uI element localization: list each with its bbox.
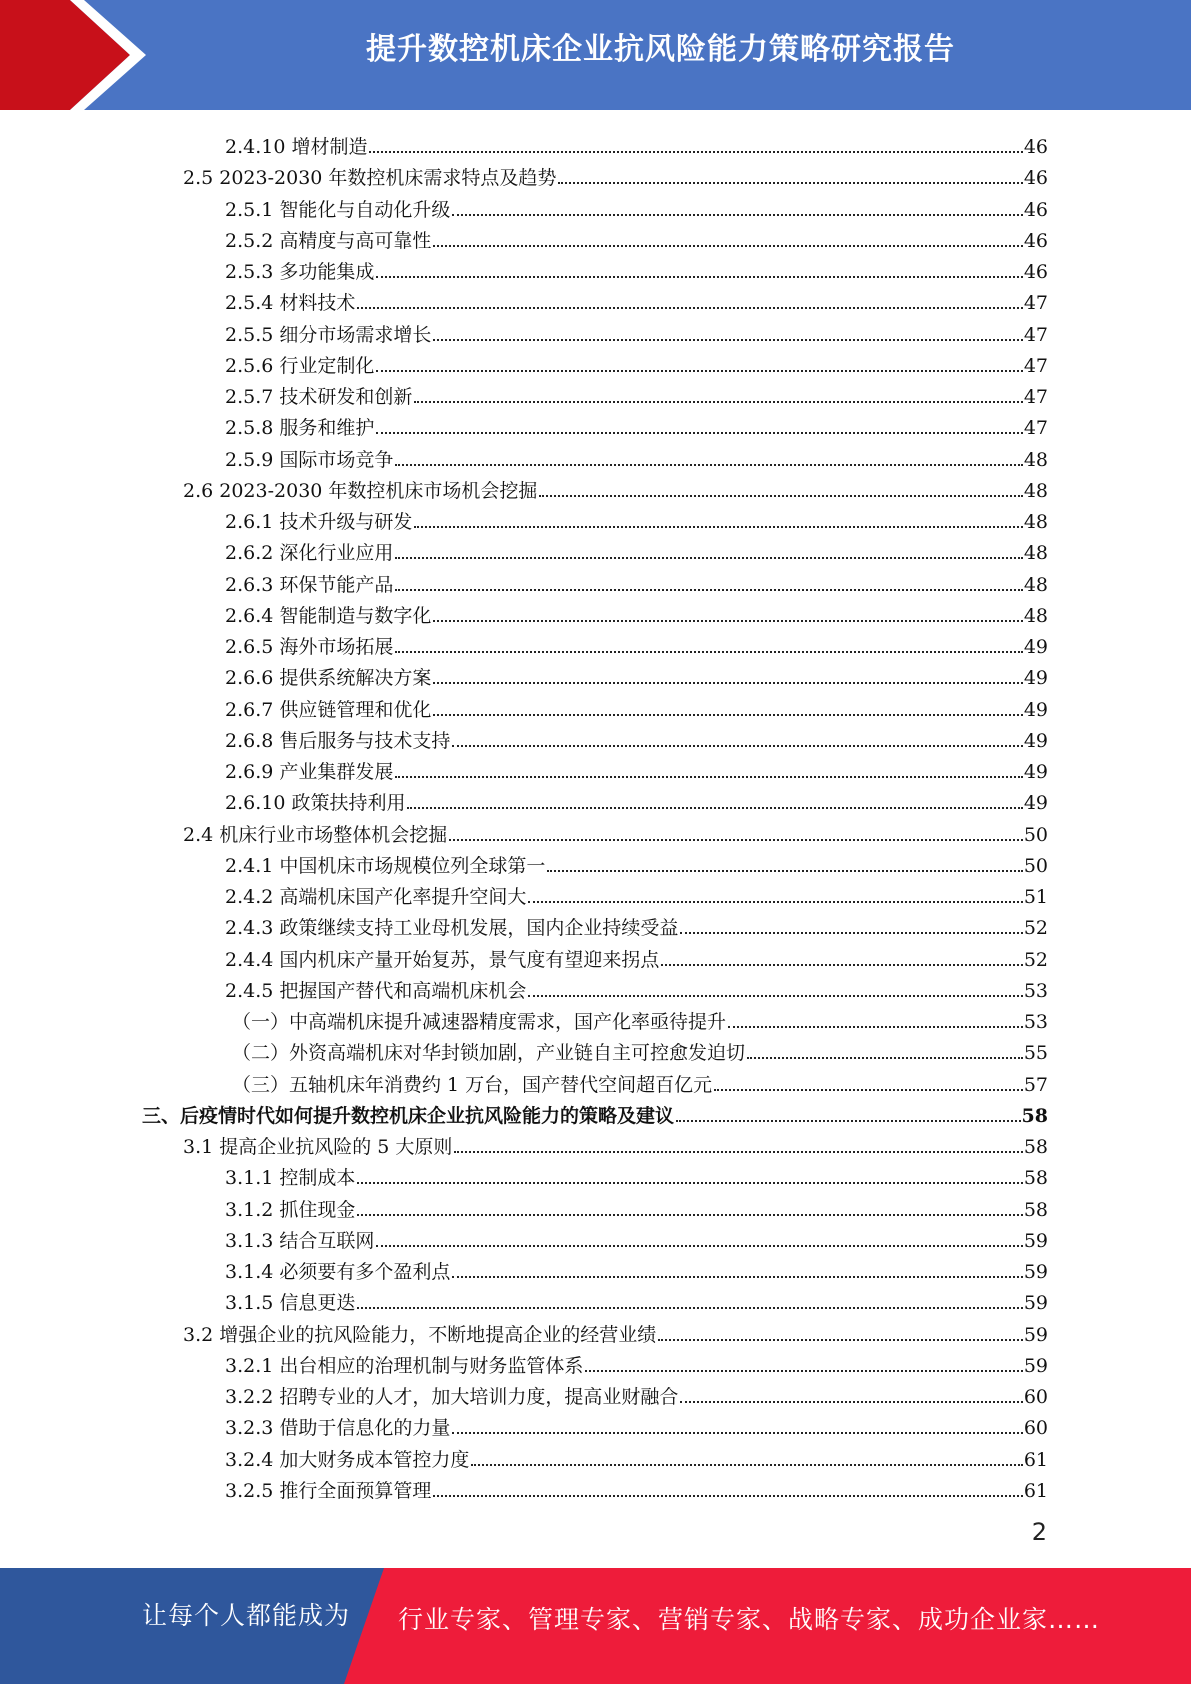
toc-entry[interactable]: [225, 941, 1048, 972]
toc-entry-page: 46: [1023, 136, 1048, 158]
toc-entry-label: 2.6.3 环保节能产品: [225, 573, 394, 596]
report-title: 提升数控机床企业抗风险能力策略研究报告: [366, 32, 955, 67]
toc-entry-label: 2.5.4 材料技术: [225, 292, 356, 315]
toc-entry-page: 48: [1023, 448, 1048, 471]
toc-entry[interactable]: [225, 847, 1048, 878]
toc-entry-label: 2.6.9 产业集群发展: [225, 761, 394, 783]
toc-entry[interactable]: [225, 409, 1048, 440]
toc-entry-label: 2.5.2 高精度与高可靠性: [225, 229, 432, 252]
toc-entry-label: 3.2.2 招聘专业的人才，加大培训力度，提高业财融合: [225, 1386, 679, 1408]
toc-entry[interactable]: [225, 1159, 1048, 1190]
toc-entry-page: 60: [1023, 1417, 1048, 1440]
toc-entry-label: 3.2.4 加大财务成本管控力度: [225, 1448, 470, 1471]
toc-entry-page: 47: [1023, 417, 1048, 440]
toc-entry[interactable]: [232, 1034, 1048, 1065]
toc-entry-label: （一）中高端机床提升减速器精度需求，国产化率亟待提升: [232, 1011, 727, 1033]
toc-dot-leader: [376, 432, 1022, 434]
toc-entry-page: 47: [1023, 292, 1048, 315]
toc-entry-label: 2.6.8 售后服务与技术支持: [225, 729, 451, 752]
toc-entry-page: 48: [1023, 542, 1048, 565]
toc-entry[interactable]: [183, 1128, 1048, 1159]
toc-entry-label: 2.4.1 中国机床市场规模位列全球第一: [225, 854, 546, 877]
toc-entry[interactable]: [225, 222, 1048, 253]
toc-dot-leader: [661, 964, 1022, 966]
toc-entry[interactable]: [225, 784, 1048, 815]
toc-entry[interactable]: [225, 1253, 1048, 1284]
toc-entry-label: 2.6.7 供应链管理和优化: [225, 698, 432, 721]
toc-entry-page: 59: [1023, 1354, 1048, 1377]
toc-entry-page: 48: [1023, 511, 1048, 533]
toc-entry-page: 53: [1023, 979, 1048, 1002]
toc-entry[interactable]: [225, 972, 1048, 1003]
toc-entry-page: 52: [1023, 917, 1048, 940]
toc-entry[interactable]: [225, 566, 1048, 597]
toc-entry-label: 2.6 2023-2030 年数控机床市场机会挖掘: [183, 479, 538, 502]
toc-entry[interactable]: [183, 472, 1048, 503]
toc-entry[interactable]: [225, 878, 1048, 909]
toc-dot-leader: [454, 1151, 1022, 1153]
toc-dot-leader: [357, 1214, 1022, 1216]
toc-entry[interactable]: [225, 378, 1048, 409]
toc-entry-label: （三）五轴机床年消费约 1 万台，国产替代空间超百亿元: [232, 1073, 713, 1096]
toc-entry-page: 46: [1023, 167, 1048, 190]
toc-dot-leader: [407, 807, 1022, 809]
toc-dot-leader: [414, 401, 1022, 403]
toc-entry[interactable]: [225, 128, 1048, 159]
toc-entry[interactable]: [225, 1472, 1048, 1503]
toc-entry-page: 48: [1023, 573, 1048, 596]
toc-entry[interactable]: [183, 1316, 1048, 1347]
toc-entry[interactable]: [225, 753, 1048, 784]
toc-dot-leader: [528, 995, 1022, 997]
toc-dot-leader: [357, 1307, 1022, 1309]
toc-entry-page: 48: [1023, 479, 1048, 502]
toc-entry-label: 3.2.1 出台相应的治理机制与财务监管体系: [225, 1354, 584, 1377]
toc-entry-label: 3.2.5 推行全面预算管理: [225, 1479, 432, 1502]
toc-dot-leader: [376, 276, 1022, 278]
toc-dot-leader: [452, 745, 1022, 747]
toc-dot-leader: [433, 339, 1022, 341]
toc-dot-leader: [452, 214, 1022, 216]
toc-dot-leader: [395, 557, 1022, 559]
toc-dot-leader: [414, 526, 1022, 528]
toc-entry-page: 49: [1023, 636, 1048, 658]
toc-entry-label: 3.2.3 借助于信息化的力量: [225, 1417, 451, 1440]
toc-entry-page: 58: [1023, 1136, 1048, 1158]
toc-dot-leader: [433, 245, 1022, 247]
toc-dot-leader: [376, 370, 1022, 372]
toc-dot-leader: [395, 776, 1022, 778]
toc-entry[interactable]: [225, 909, 1048, 940]
toc-entry[interactable]: [225, 597, 1048, 628]
toc-entry-label: 3.1.4 必须要有多个盈利点: [225, 1261, 451, 1283]
toc-entry-label: 2.6.1 技术升级与研发: [225, 511, 413, 533]
footer-slogan-left: 让每个人都能成为: [142, 1601, 351, 1630]
toc-entry-label: 2.5.1 智能化与自动化升级: [225, 198, 451, 221]
toc-dot-leader: [658, 1339, 1023, 1341]
toc-entry[interactable]: [225, 628, 1048, 659]
toc-entry-page: 51: [1023, 886, 1048, 908]
page-header: [0, 0, 1191, 110]
toc-entry-page: 50: [1023, 823, 1048, 846]
toc-entry[interactable]: [232, 1066, 1048, 1097]
toc-entry[interactable]: [225, 1441, 1048, 1472]
toc-entry-label: 2.6.6 提供系统解决方案: [225, 667, 432, 690]
toc-dot-leader: [747, 1057, 1023, 1059]
toc-entry-label: 2.4 机床行业市场整体机会挖掘: [183, 823, 448, 846]
toc-entry[interactable]: [225, 284, 1048, 315]
toc-entry-label: 3.1.3 结合互联网: [225, 1229, 375, 1252]
toc-entry-page: 52: [1023, 948, 1048, 971]
toc-entry-page: 61: [1023, 1479, 1048, 1502]
toc-dot-leader: [452, 1432, 1022, 1434]
toc-dot-leader: [449, 839, 1023, 841]
page-number: 2: [1031, 1518, 1047, 1546]
toc-entry[interactable]: [225, 503, 1048, 534]
toc-entry-label: 2.4.5 把握国产替代和高端机床机会: [225, 979, 527, 1002]
toc-entry-label: 2.6.2 深化行业应用: [225, 542, 394, 565]
toc-entry-label: 三、后疫情时代如何提升数控机床企业抗风险能力的策略及建议: [142, 1104, 675, 1127]
toc-entry-page: 59: [1023, 1323, 1048, 1346]
toc-entry-label: 3.1.5 信息更迭: [225, 1292, 356, 1315]
toc-dot-leader: [433, 1495, 1022, 1497]
toc-entry[interactable]: [225, 253, 1048, 284]
toc-dot-leader: [680, 932, 1022, 934]
toc-entry-page: 47: [1023, 323, 1048, 346]
toc-entry[interactable]: [225, 1347, 1048, 1378]
toc-entry[interactable]: [225, 722, 1048, 753]
toc-entry-page: 58: [1023, 1198, 1048, 1221]
toc-entry-page: 47: [1023, 386, 1048, 408]
toc-entry-label: 3.1.1 控制成本: [225, 1167, 356, 1190]
toc-dot-leader: [433, 682, 1022, 684]
toc-entry[interactable]: [232, 1003, 1048, 1034]
toc-entry-label: 2.5.6 行业定制化: [225, 354, 375, 377]
toc-entry-page: 49: [1023, 698, 1048, 721]
toc-entry-label: 3.1 提高企业抗风险的 5 大原则: [183, 1136, 453, 1158]
toc-entry-label: 2.4.2 高端机床国产化率提升空间大: [225, 886, 527, 908]
toc-entry-page: 58: [1023, 1167, 1048, 1190]
toc-dot-leader: [471, 1464, 1022, 1466]
toc-dot-leader: [433, 714, 1022, 716]
toc-dot-leader: [728, 1026, 1023, 1028]
toc-entry-page: 55: [1023, 1042, 1048, 1065]
toc-entry[interactable]: [225, 1222, 1048, 1253]
toc-dot-leader: [369, 151, 1022, 153]
toc-dot-leader: [357, 307, 1022, 309]
toc-dot-leader: [528, 901, 1022, 903]
toc-entry-label: 2.5.5 细分市场需求增长: [225, 323, 432, 346]
toc-entry-page: 57: [1023, 1073, 1048, 1096]
toc-entry[interactable]: [183, 159, 1048, 190]
toc-entry-label: 3.1.2 抓住现金: [225, 1198, 356, 1221]
toc-entry[interactable]: [183, 816, 1048, 847]
toc-entry-page: 47: [1023, 354, 1048, 377]
toc-entry-page: 58: [1021, 1104, 1048, 1127]
toc-dot-leader: [558, 182, 1022, 184]
toc-entry-label: 3.2 增强企业的抗风险能力，不断地提高企业的经营业绩: [183, 1323, 657, 1346]
toc-entry-page: 61: [1023, 1448, 1048, 1471]
toc-entry-label: 2.5.3 多功能集成: [225, 261, 375, 283]
toc-dot-leader: [585, 1370, 1022, 1372]
toc-dot-leader: [395, 589, 1022, 591]
toc-entry-label: （二）外资高端机床对华封锁加剧，产业链自主可控愈发迫切: [232, 1042, 746, 1065]
toc-entry-label: 2.6.10 政策扶持利用: [225, 792, 406, 815]
toc-entry[interactable]: [225, 534, 1048, 565]
toc-entry-label: 2.5.9 国际市场竞争: [225, 448, 394, 471]
toc-dot-leader: [357, 1182, 1022, 1184]
toc-entry-page: 46: [1023, 261, 1048, 283]
toc-entry-page: 49: [1023, 761, 1048, 783]
toc-entry-page: 46: [1023, 229, 1048, 252]
toc-entry-page: 49: [1023, 667, 1048, 690]
toc-entry-label: 2.6.5 海外市场拓展: [225, 636, 394, 658]
toc-dot-leader: [539, 495, 1022, 497]
toc-entry[interactable]: [225, 1409, 1048, 1440]
toc-dot-leader: [714, 1089, 1023, 1091]
toc-entry-page: 59: [1023, 1292, 1048, 1315]
toc-dot-leader: [676, 1120, 1021, 1122]
toc-entry-page: 53: [1023, 1011, 1048, 1033]
toc-entry-page: 49: [1023, 729, 1048, 752]
toc-entry-page: 59: [1023, 1261, 1048, 1283]
toc-entry-label: 2.4.3 政策继续支持工业母机发展，国内企业持续受益: [225, 917, 679, 940]
toc-entry-page: 46: [1023, 198, 1048, 221]
toc-entry-label: 2.4.10 增材制造: [225, 136, 368, 158]
toc-entry-page: 48: [1023, 604, 1048, 627]
toc-entry-label: 2.6.4 智能制造与数字化: [225, 604, 432, 627]
toc-entry-label: 2.5.7 技术研发和创新: [225, 386, 413, 408]
toc-dot-leader: [395, 464, 1022, 466]
toc-entry-page: 60: [1023, 1386, 1048, 1408]
toc-dot-leader: [547, 870, 1022, 872]
toc-entry-page: 49: [1023, 792, 1048, 815]
toc-entry[interactable]: [225, 316, 1048, 347]
toc-entry[interactable]: [225, 441, 1048, 472]
toc-dot-leader: [376, 1245, 1022, 1247]
toc-entry[interactable]: [225, 1378, 1048, 1409]
toc-entry-label: 2.5 2023-2030 年数控机床需求特点及趋势: [183, 167, 557, 190]
toc-entry[interactable]: [142, 1097, 1048, 1128]
toc-dot-leader: [433, 620, 1022, 622]
toc-entry[interactable]: [225, 659, 1048, 690]
toc-entry-label: 2.4.4 国内机床产量开始复苏，景气度有望迎来拐点: [225, 948, 660, 971]
toc-dot-leader: [452, 1276, 1022, 1278]
toc-entry[interactable]: [225, 691, 1048, 722]
toc-dot-leader: [680, 1401, 1022, 1403]
toc-entry[interactable]: [225, 1191, 1048, 1222]
toc-entry[interactable]: [225, 1284, 1048, 1315]
toc-entry-label: 2.5.8 服务和维护: [225, 417, 375, 440]
footer-slogan-right: 行业专家、管理专家、营销专家、战略专家、成功企业家……: [398, 1605, 1101, 1634]
toc-dot-leader: [395, 651, 1022, 653]
toc-entry[interactable]: [225, 191, 1048, 222]
toc-entry[interactable]: [225, 347, 1048, 378]
toc-entry-page: 50: [1023, 854, 1048, 877]
toc-entry-page: 59: [1023, 1229, 1048, 1252]
